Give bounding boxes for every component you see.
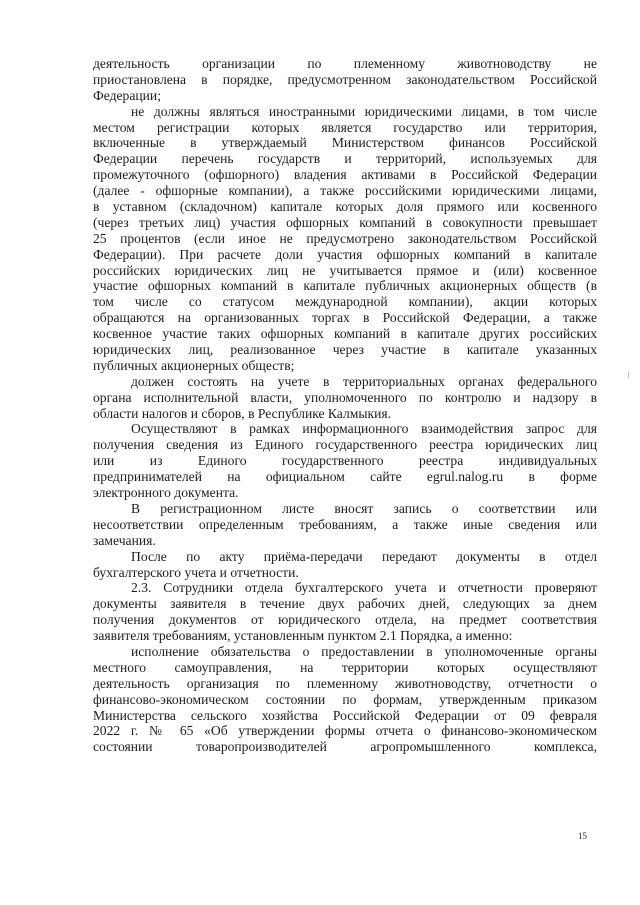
text-line: (далее - офшорные компании), а также российскими юридическими лицами, — [93, 183, 597, 199]
text-line: косвенное участие таких офшорных компаний в капитале других российских — [93, 326, 597, 342]
scan-margin-mark — [628, 372, 629, 378]
text-line: несоответствии определенным требованиям, а также иные сведения или — [93, 516, 597, 532]
text-line: Федерации). При расчете доли участия офшорных компаний в капитале — [93, 246, 597, 262]
text-line: документы заявителя в течение двух рабочих дней, следующих за днем — [93, 596, 597, 612]
text-line: заявителя требованиям, установленным пунктом 2.1 Порядка, а именно: — [93, 628, 513, 644]
text-line: состоянии товаропроизводителей агропромышленного комплекса, — [93, 739, 597, 755]
text-line: В регистрационном листе вносят запись о соответствии или — [131, 500, 597, 516]
text-line: (через третьих лиц) участия офшорных компаний в совокупности превышает — [93, 214, 597, 230]
text-line: электронного документа. — [93, 485, 239, 501]
text-line: в уставном (складочном) капитале которых доля прямого или косвенного — [93, 199, 597, 215]
text-line: исполнение обязательства о предоставлении в уполномоченные органы — [131, 643, 597, 659]
text-line: финансово-экономическом состоянии по формам, утвержденным приказом — [93, 691, 597, 707]
text-line: публичных акционерных обществ; — [93, 357, 295, 373]
text-line: Министерства сельского хозяйства Российской Федерации от 09 февраля — [93, 707, 597, 723]
text-line: промежуточного (офшорного) владения активами в Российской Федерации — [93, 167, 597, 183]
text-line: не должны являться иностранными юридическими лицами, в том числе — [131, 103, 597, 119]
text-line: местом регистрации которых является государство или территория, — [93, 119, 597, 135]
text-line: 2.3. Сотрудники отдела бухгалтерского учета и отчетности проверяют — [131, 580, 597, 596]
text-line: или из Единого государственного реестра индивидуальных — [93, 453, 597, 469]
text-line: юридических лиц, реализованное через участие в капитале указанных — [93, 342, 597, 358]
text-line: местного самоуправления, на территории которых осуществляют — [93, 659, 597, 675]
text-line: деятельность организация по племенному животноводству, отчетности о — [93, 675, 597, 691]
text-line: деятельность организации по племенному животноводству не — [93, 56, 597, 71]
text-line: замечания. — [93, 532, 156, 548]
text-line: Федерации; — [93, 87, 161, 103]
text-line: российских юридических лиц не учитывается прямое и (или) косвенное — [93, 262, 597, 278]
page-number: 15 — [578, 831, 587, 841]
text-line: получения сведения из Единого государственного реестра юридических лиц — [93, 437, 597, 453]
text-line: получения документов от юридического отдела, на предмет соответствия — [93, 612, 597, 628]
text-line: приостановлена в порядке, предусмотренном законодательством Российской — [93, 71, 597, 87]
text-line: том числе со статусом международной компании), акции которых — [93, 294, 597, 310]
text-line: области налогов и сборов, в Республике Калмыкия. — [93, 405, 392, 421]
text-line: 25 процентов (если иное не предусмотрено законодательством Российской — [93, 230, 597, 246]
text-line: обращаются на организованных торгах в Российской Федерации, а также — [93, 310, 597, 326]
text-line: органа исполнительной власти, уполномоченного по контролю и надзору в — [93, 389, 597, 405]
text-line: предпринимателей на официальном сайте egrul.nalog.ru в форме — [93, 469, 597, 485]
text-line: бухгалтерского учета и отчетности. — [93, 564, 299, 580]
text-line: Федерации перечень государств и территорий, используемых для — [93, 151, 597, 167]
text-line: участие офшорных компаний в капитале публичных акционерных обществ (в — [93, 278, 597, 294]
text-line: Осуществляют в рамках информационного взаимодействия запрос для — [131, 421, 597, 437]
text-line: должен состоять на учете в территориальных органах федерального — [131, 373, 597, 389]
text-line: включенные в утверждаемый Министерством финансов Российской — [93, 135, 597, 151]
text-line: После по акту приёма-передачи передают документы в отдел — [131, 548, 597, 564]
text-line: 2022 г. № 65 «Об утверждении формы отчета о финансово-экономическом — [93, 723, 597, 739]
document-body — [93, 56, 597, 755]
